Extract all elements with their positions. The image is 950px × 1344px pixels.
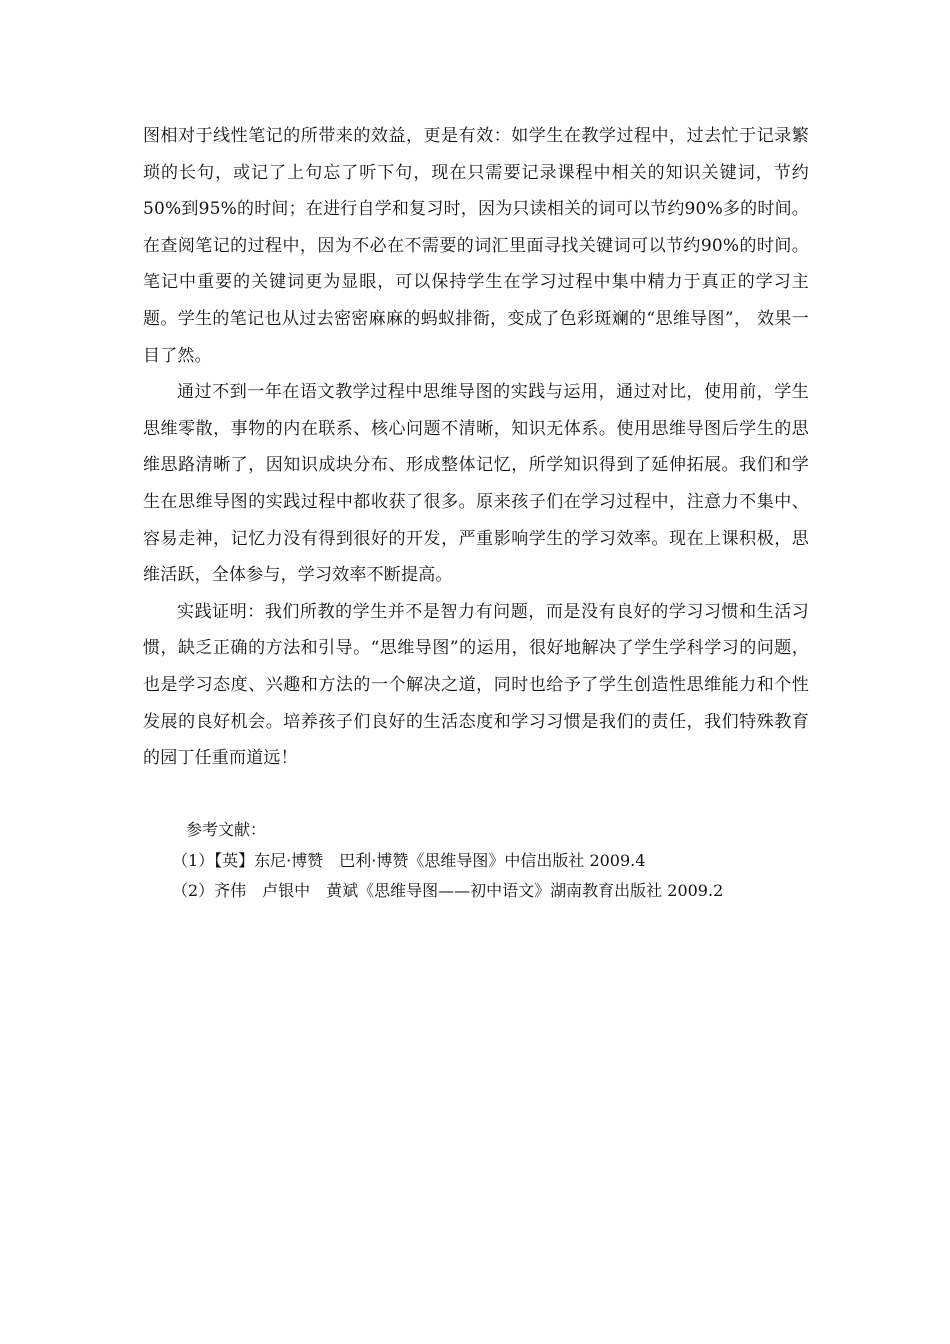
paragraph-conclusion: 实践证明：我们所教的学生并不是智力有问题，而是没有良好的学习习惯和生活习惯，缺乏正确的方法和引导。“思维导图”的运用，很好地解决了学生学科学习的问题，也是学习态度、兴趣和方法的一个解决之道，同时也给予了学生创造性思维能力和个性发展的良好机会。培养孩子们良好的生活态度和学习习惯是我们的责任，我们特殊教育的园丁任重而道远！ xyxy=(143,601,809,769)
reference-item-1: （1）【英】东尼·博赞 巴利·博赞《思维导图》中信出版社 2009.4 xyxy=(172,850,646,870)
body-text xyxy=(143,118,809,777)
references-title: 参考文献： xyxy=(186,820,267,839)
reference-item-2: （2）齐伟 卢银中 黄斌《思维导图——初中语文》湖南教育出版社 2009.2 xyxy=(172,881,724,900)
references-section xyxy=(172,815,872,907)
paragraph-continuation: 图相对于线性笔记的所带来的效益，更是有效：如学生在教学过程中，过去忙于记录繁琐的长句，或记了上句忘了听下句，现在只需要记录课程中相关的知识关键词，节约50%到95%的时间；在进行自学和复习时，因为只读相关的词可以节约90%多的时间。在查阅笔记的过程中，因为不必在不需要的词汇里面寻找关键词可以节约90%的时间。笔记中重要的关键词更为显眼，可以保持学生在学习过程中集中精力于真正的学习主题。学生的笔记也从过去密密麻麻的蚂蚁排衙，变成了色彩斑斓的“思维导图”， 效果一目了然。 xyxy=(143,126,809,366)
paragraph-practice-results: 通过不到一年在语文教学过程中思维导图的实践与运用，通过对比，使用前，学生思维零散，事物的内在联系、核心问题不清晰，知识无体系。使用思维导图后学生的思维思路清晰了，因知识成块分布、形成整体记忆，所学知识得到了延伸拓展。我们和学生在思维导图的实践过程中都收获了很多。原来孩子们在学习过程中，注意力不集中、容易走神，记忆力没有得到很好的开发，严重影响学生的学习效率。现在上课积极，思维活跃，全体参与，学习效率不断提高。 xyxy=(143,382,809,586)
